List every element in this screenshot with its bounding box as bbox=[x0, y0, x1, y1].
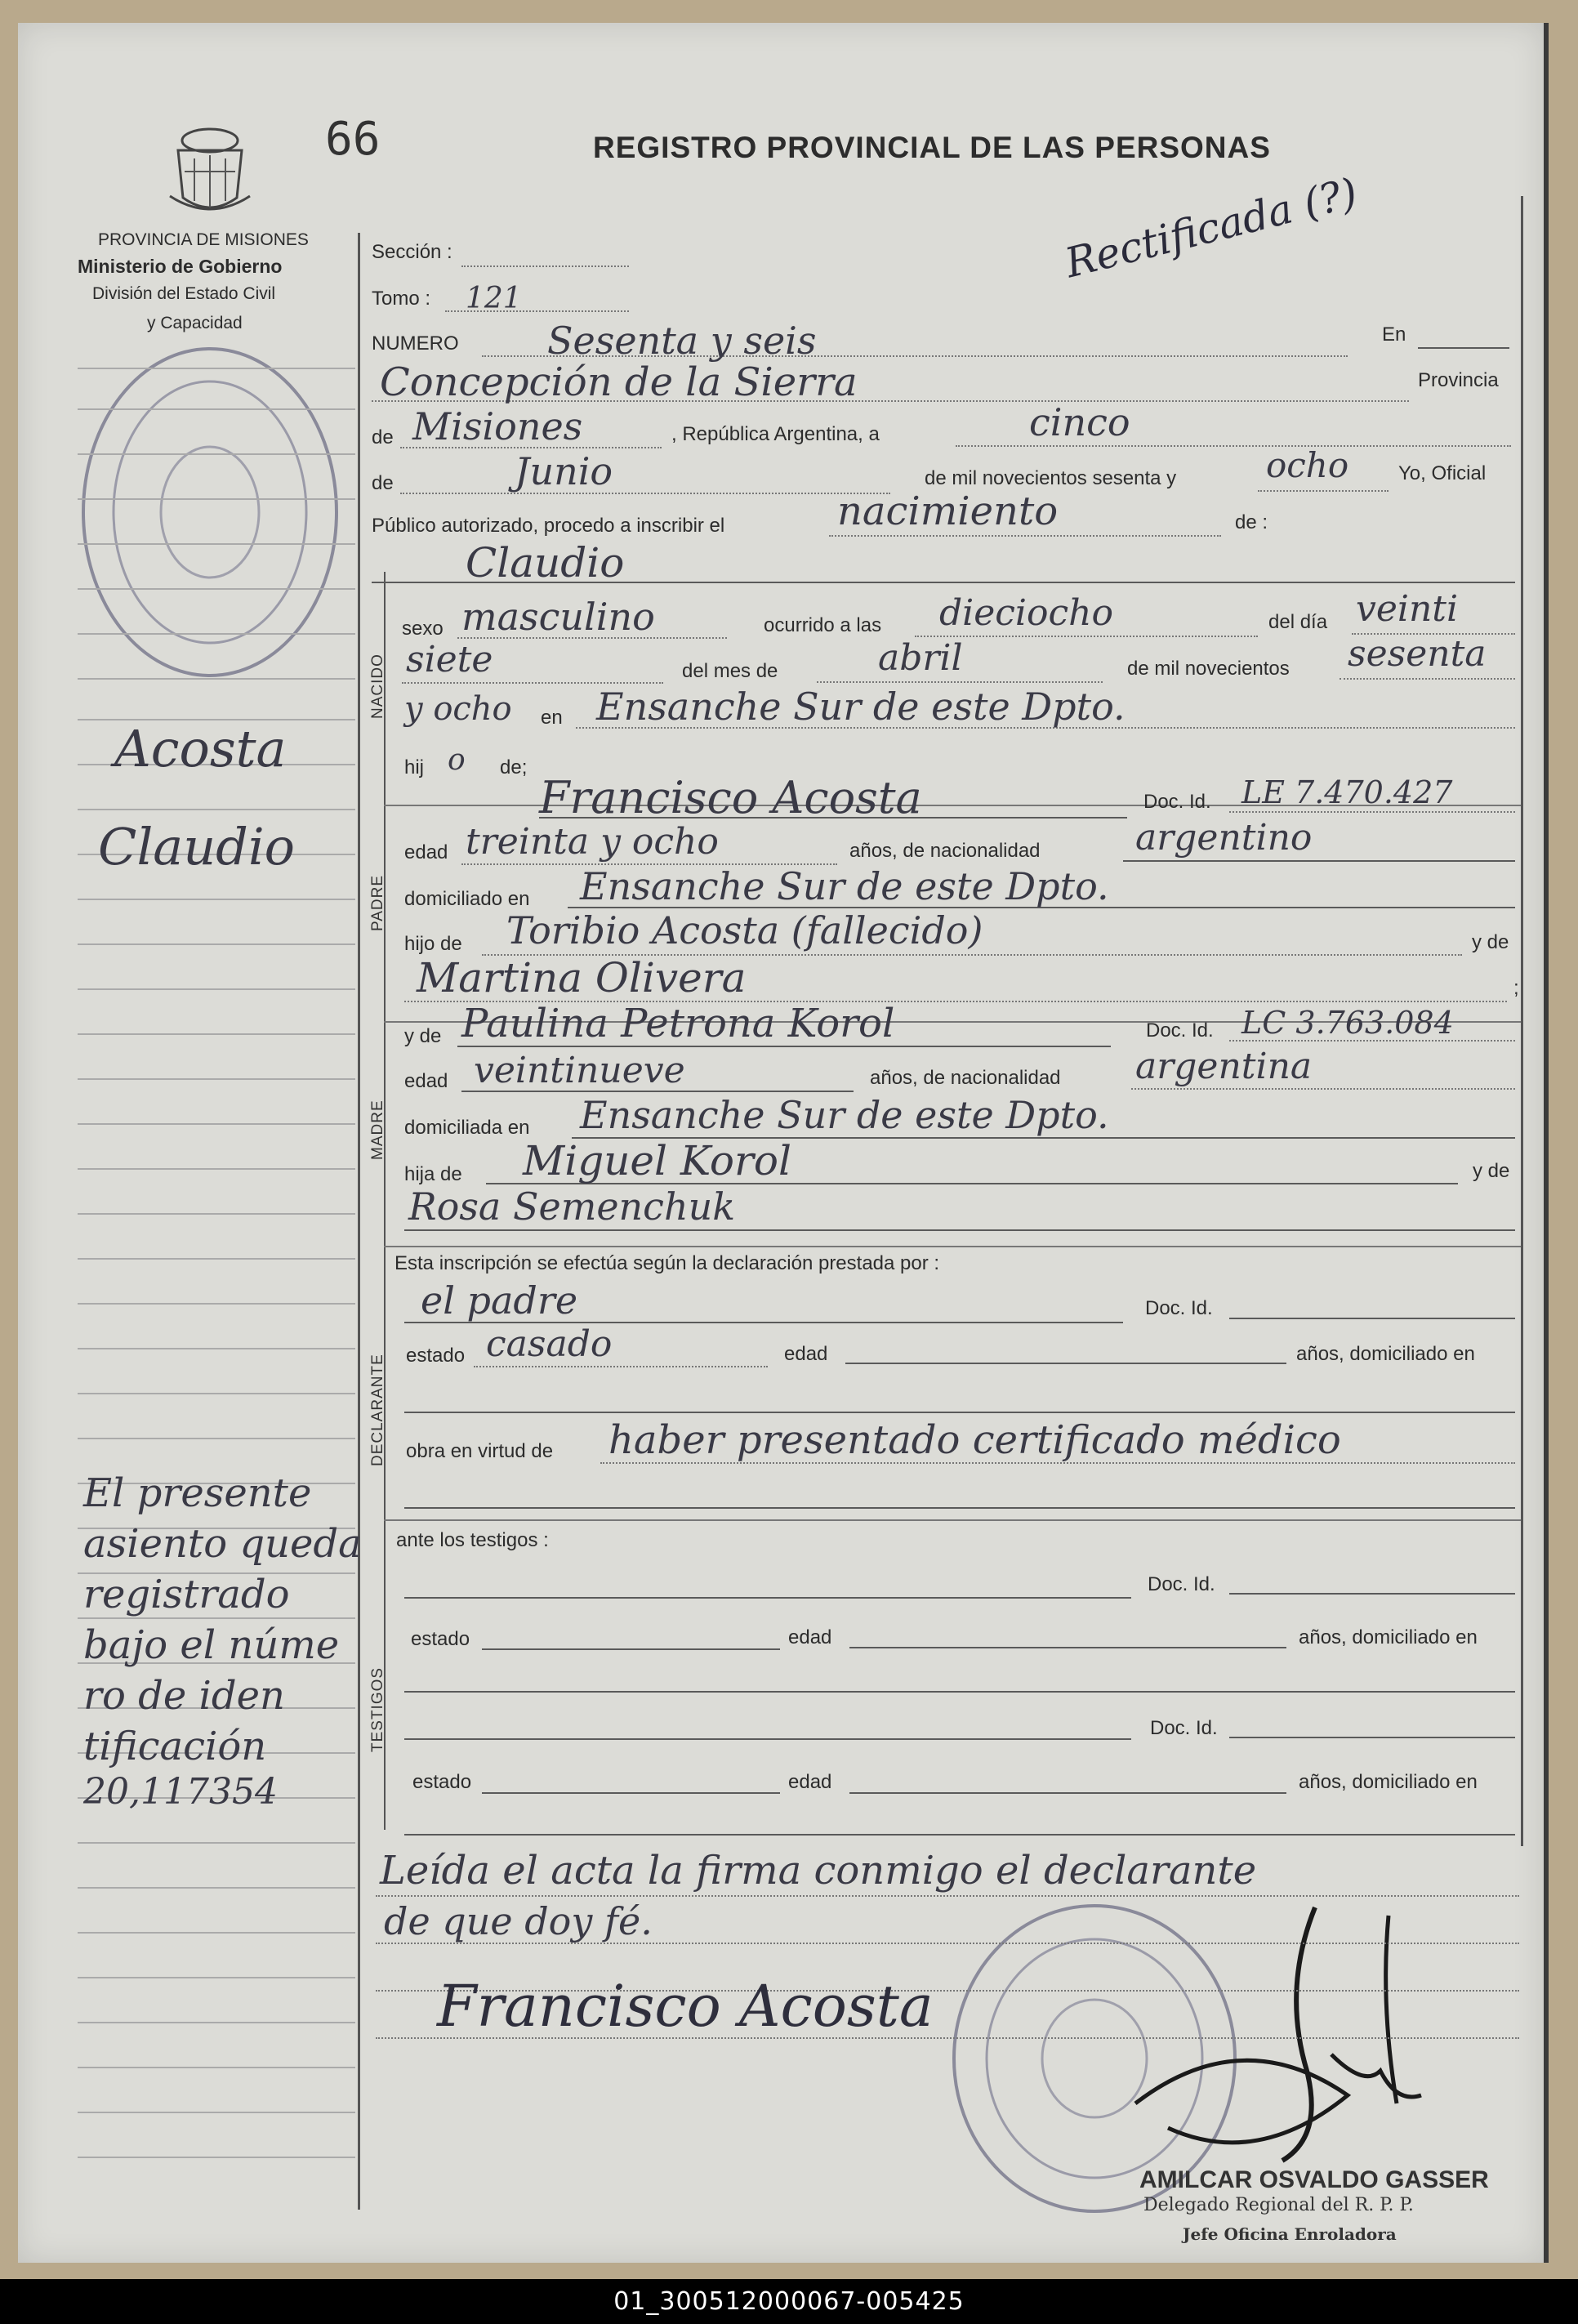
mes-value: Junio bbox=[515, 449, 613, 493]
madre-y-de2-label: y de bbox=[1473, 1160, 1510, 1182]
madre-domicilio-value: Ensanche Sur de este Dpto. bbox=[580, 1093, 1109, 1137]
acto-value: nacimiento bbox=[837, 488, 1059, 534]
dia-value: cinco bbox=[1029, 400, 1130, 444]
seccion-label: Sección : bbox=[372, 241, 452, 263]
sexo-label: sexo bbox=[402, 618, 444, 640]
madre-doc-label: Doc. Id. bbox=[1146, 1019, 1214, 1042]
margin-note-line: bajo el núme bbox=[83, 1622, 340, 1668]
anio-nacimiento-part1: sesenta bbox=[1348, 633, 1487, 675]
testigos-ante-label: ante los testigos : bbox=[396, 1529, 549, 1551]
officer-signature-icon bbox=[1119, 1891, 1446, 2169]
provincia-label: Provincia bbox=[1418, 369, 1499, 391]
declarante-anios-label: años, domiciliado en bbox=[1296, 1343, 1475, 1365]
declarante-side-label: DECLARANTE bbox=[369, 1354, 386, 1466]
madre-edad-label: edad bbox=[404, 1070, 448, 1092]
madre-nombre-value: Paulina Petrona Korol bbox=[461, 1001, 895, 1046]
padre-nombre-value: Francisco Acosta bbox=[539, 772, 922, 823]
lugar-nacimiento-value: Ensanche Sur de este Dpto. bbox=[596, 685, 1126, 729]
officer-name: AMILCAR OSVALDO GASSER bbox=[1139, 2166, 1489, 2193]
yo-oficial-label: Yo, Oficial bbox=[1398, 462, 1487, 484]
ocurrido-label: ocurrido a las bbox=[764, 614, 882, 636]
abuela-materna-value: Rosa Semenchuk bbox=[408, 1184, 736, 1229]
header-ministry: Ministerio de Gobierno bbox=[78, 256, 283, 277]
padre-edad-value: treinta y ocho bbox=[466, 821, 719, 863]
madre-doc-value: LC 3.763.084 bbox=[1241, 1005, 1454, 1041]
padre-doc-label: Doc. Id. bbox=[1143, 791, 1211, 813]
tomo-label: Tomo : bbox=[372, 288, 431, 310]
dia-value-part2: siete bbox=[406, 639, 493, 680]
anio-nacimiento-part2: y ocho bbox=[404, 690, 512, 728]
padre-doc-value: LE 7.470.427 bbox=[1241, 774, 1453, 810]
testigo1-anios-label: años, domiciliado en bbox=[1299, 1626, 1478, 1648]
madre-domicilio-label: domiciliada en bbox=[404, 1117, 530, 1139]
del-dia-label: del día bbox=[1268, 611, 1328, 633]
de-label: de bbox=[372, 426, 394, 448]
numero-label: NUMERO bbox=[372, 332, 459, 355]
testigos-side-label: TESTIGOS bbox=[369, 1666, 386, 1752]
header-province: PROVINCIA DE MISIONES bbox=[98, 230, 309, 249]
margin-note-line: 20,117354 bbox=[83, 1771, 278, 1813]
hora-value: dieciocho bbox=[939, 592, 1113, 634]
closing-line-1: Leída el acta la firma conmigo el declarante bbox=[380, 1848, 1257, 1894]
margin-note-line: tificación bbox=[83, 1724, 267, 1769]
mil-label: de mil novecientos sesenta y bbox=[925, 467, 1177, 489]
margin-surname: Acosta bbox=[114, 719, 287, 778]
margin-note-rectified: Rectificada (?) bbox=[1060, 168, 1362, 288]
testigo2-edad-label: edad bbox=[788, 1771, 832, 1793]
anio-value: ocho bbox=[1266, 445, 1349, 485]
sexo-value: masculino bbox=[461, 595, 655, 639]
testigo2-estado-label: estado bbox=[412, 1771, 472, 1793]
tomo-value: 121 bbox=[466, 282, 522, 315]
padre-y-de-label: y de bbox=[1472, 931, 1509, 953]
padre-hijo-de-label: hijo de bbox=[404, 933, 462, 955]
nombre-value: Claudio bbox=[466, 539, 625, 587]
testigo1-estado-label: estado bbox=[411, 1628, 470, 1650]
margin-note-line: ro de iden bbox=[83, 1673, 285, 1719]
numero-value: Sesenta y seis bbox=[547, 319, 817, 363]
officer-title: Delegado Regional del R. P. P. bbox=[1143, 2195, 1414, 2215]
madre-y-de-label: y de bbox=[404, 1025, 442, 1047]
declarante-nombre-value: el padre bbox=[421, 1278, 578, 1323]
testigo2-anios-label: años, domiciliado en bbox=[1299, 1771, 1478, 1793]
declarante-estado-label: estado bbox=[406, 1345, 466, 1367]
testigo1-doc-label: Doc. Id. bbox=[1148, 1573, 1215, 1595]
footer-caption: 01_300512000067-005425 bbox=[613, 2287, 965, 2316]
closing-line-2: de que doy fé. bbox=[384, 1899, 653, 1943]
hij-label: hij bbox=[404, 756, 425, 778]
abuelo-paterno-value: Toribio Acosta (fallecido) bbox=[506, 908, 983, 952]
mes-nacimiento-value: abril bbox=[878, 637, 963, 679]
abuelo-materno-value: Miguel Korol bbox=[523, 1137, 791, 1184]
padre-domicilio-label: domiciliado en bbox=[404, 888, 530, 910]
de-label-2: de bbox=[372, 472, 394, 494]
dia-value-part1: veinti bbox=[1356, 588, 1459, 630]
del-mes-label: del mes de bbox=[682, 660, 778, 682]
padre-edad-label: edad bbox=[404, 841, 448, 863]
page-number: 66 bbox=[325, 113, 381, 166]
header-division: División del Estado Civil bbox=[92, 284, 276, 303]
declarant-signature: Francisco Acosta bbox=[437, 1973, 934, 2040]
en-label: En bbox=[1382, 323, 1406, 346]
testigo1-edad-label: edad bbox=[788, 1626, 832, 1648]
header-capacity: y Capacidad bbox=[147, 314, 243, 332]
provincia-value: Misiones bbox=[412, 404, 583, 448]
hij-de-label: de; bbox=[500, 756, 528, 778]
padre-semicolon: ; bbox=[1513, 977, 1519, 999]
declarante-edad-label: edad bbox=[784, 1343, 828, 1365]
publico-label: Público autorizado, procedo a inscribir el bbox=[372, 515, 725, 537]
hij-suffix: o bbox=[448, 743, 466, 777]
margin-note-line: registrado bbox=[83, 1572, 290, 1617]
officer-office: Jefe Oficina Enroladora bbox=[1183, 2224, 1397, 2244]
margin-given-name: Claudio bbox=[98, 817, 296, 877]
mil-novecientos-label: de mil novecientos bbox=[1127, 658, 1290, 680]
coat-of-arms-icon bbox=[162, 123, 258, 219]
padre-domicilio-value: Ensanche Sur de este Dpto. bbox=[580, 864, 1109, 908]
abuela-paterna-value: Martina Olivera bbox=[417, 954, 747, 1001]
madre-side-label: MADRE bbox=[369, 1100, 386, 1160]
nacido-side-label: NACIDO bbox=[369, 653, 386, 719]
page-title: REGISTRO PROVINCIAL DE LAS PERSONAS bbox=[593, 131, 1271, 164]
lugar-value: Concepción de la Sierra bbox=[380, 359, 858, 405]
de-colon-label: de : bbox=[1235, 511, 1268, 533]
madre-nacionalidad-label: años, de nacionalidad bbox=[870, 1067, 1061, 1089]
nacido-en-label: en bbox=[541, 707, 563, 729]
declaracion-label: Esta inscripción se efectúa según la declaración prestada por : bbox=[394, 1252, 940, 1274]
declarante-doc-label: Doc. Id. bbox=[1145, 1297, 1213, 1319]
testigo2-doc-label: Doc. Id. bbox=[1150, 1717, 1218, 1739]
margin-note-line: asiento queda bbox=[83, 1521, 362, 1567]
madre-edad-value: veintinueve bbox=[474, 1050, 685, 1091]
padre-side-label: PADRE bbox=[369, 874, 386, 931]
declarante-estado-value: casado bbox=[486, 1323, 613, 1365]
margin-note-line: El presente bbox=[83, 1470, 312, 1516]
madre-hija-de-label: hija de bbox=[404, 1163, 462, 1185]
padre-nacionalidad-label: años, de nacionalidad bbox=[849, 840, 1041, 862]
republica-label: , República Argentina, a bbox=[671, 423, 880, 445]
obra-label: obra en virtud de bbox=[406, 1440, 554, 1462]
padre-nacionalidad-value: argentino bbox=[1135, 817, 1313, 859]
madre-nacionalidad-value: argentina bbox=[1135, 1046, 1313, 1087]
obra-value: haber presentado certificado médico bbox=[608, 1417, 1341, 1463]
